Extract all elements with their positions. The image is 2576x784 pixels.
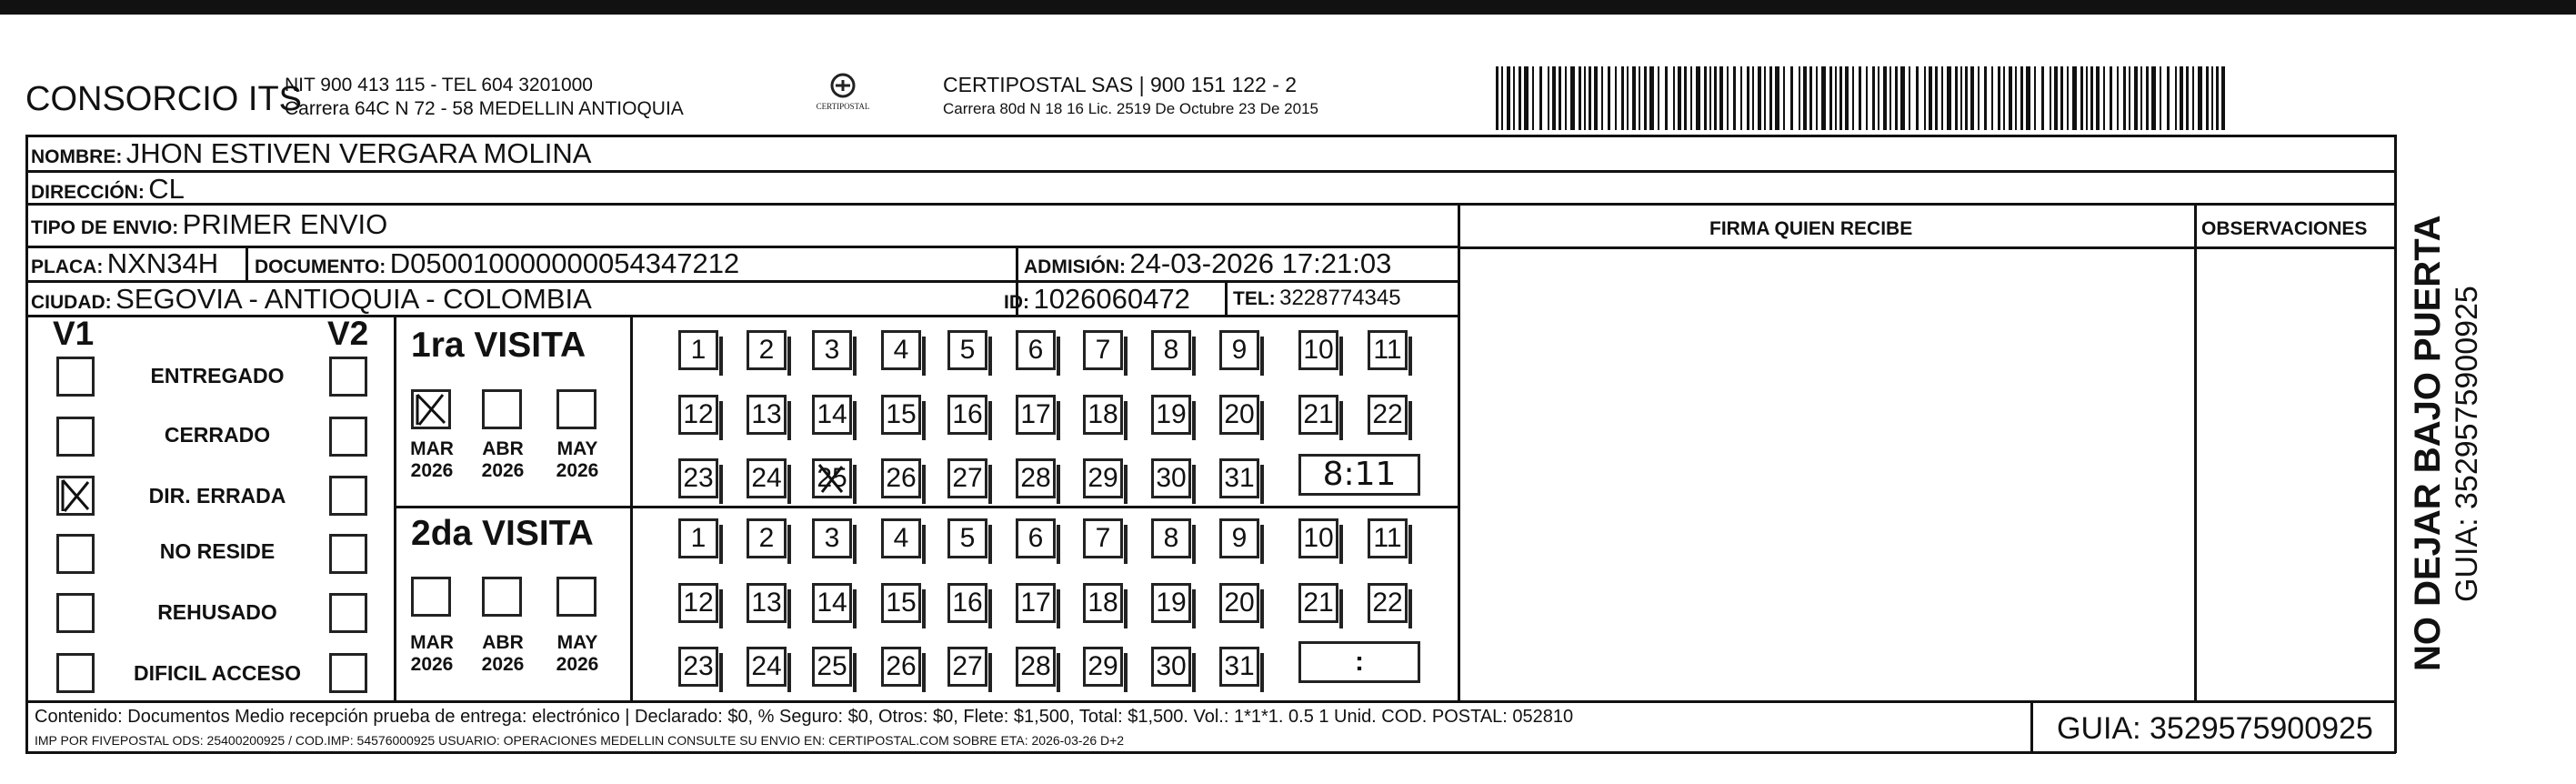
status-label-cerrado: CERRADO xyxy=(164,423,271,447)
second-visit-day-29[interactable]: 29 xyxy=(1083,647,1123,687)
first-visit-day-30[interactable]: 30 xyxy=(1151,458,1191,498)
barcode-bar xyxy=(2041,66,2044,130)
v1-checkbox-dir-errada[interactable] xyxy=(56,476,95,516)
footer-contenido: Contenido: Documentos Medio recepción prueba de entrega: electrónico | Declarado: $0, % Seguro: $0, Otros: $0, Flete: $1,500, Total: $1,500. Vol.: 1*1*1. 0.5 1 Unid. COD. POSTAL: 052810 xyxy=(35,707,1574,727)
certipostal-logo xyxy=(811,73,875,118)
second-visit-day-28[interactable]: 28 xyxy=(1016,647,1056,687)
status-label-no-reside: NO RESIDE xyxy=(159,539,276,563)
second-visit-day-26[interactable]: 26 xyxy=(881,647,921,687)
first-visit-day-28[interactable]: 28 xyxy=(1016,458,1056,498)
second-visit-day-24[interactable]: 24 xyxy=(747,647,787,687)
first-visit-day-1[interactable]: 1 xyxy=(678,330,718,370)
barcode-bar xyxy=(1900,66,1905,130)
barcode-bar xyxy=(1709,66,1711,130)
barcode-bar xyxy=(2167,66,2170,130)
barcode-bar xyxy=(1783,66,1785,130)
barcode-bar xyxy=(1714,66,1717,130)
side-warning: NO DEJAR BAJO PUERTA xyxy=(2408,215,2448,671)
first-visit-day-5[interactable]: 5 xyxy=(947,330,987,370)
ciudad-cell xyxy=(31,283,592,316)
second-visit-day-1[interactable]: 1 xyxy=(678,518,718,558)
first-visit-day-4[interactable]: 4 xyxy=(881,330,921,370)
second-month-label-mar xyxy=(404,632,460,676)
barcode-bar xyxy=(1513,66,1515,130)
status-label-dir-errada: DIR. ERRADA xyxy=(148,484,286,508)
barcode-bar xyxy=(1803,66,1807,130)
placa-cell xyxy=(31,247,218,280)
first-visit-day-23[interactable]: 23 xyxy=(678,458,718,498)
barcode-bar xyxy=(1539,66,1542,130)
first-visit-day-26[interactable]: 26 xyxy=(881,458,921,498)
barcode-bar xyxy=(1978,66,1980,130)
barcode-bar xyxy=(2186,66,2189,130)
first-visit-day-27[interactable]: 27 xyxy=(947,458,987,498)
barcode-bar xyxy=(1998,66,2000,130)
status-label-entregado: ENTREGADO xyxy=(150,364,285,387)
barcode-bar xyxy=(1809,66,1812,130)
barcode-bar xyxy=(2072,66,2077,130)
barcode-bar xyxy=(2034,66,2036,130)
row-line xyxy=(25,170,2396,173)
barcode-bar xyxy=(1621,66,1624,130)
second-visit-day-22[interactable]: 22 xyxy=(1368,583,1408,623)
id-cell xyxy=(1004,283,1190,316)
tel-cell xyxy=(1233,286,1401,311)
frame-left xyxy=(25,135,28,753)
barcode-bar xyxy=(1594,66,1598,130)
row-line xyxy=(1458,246,2396,249)
barcode-bar xyxy=(2175,66,2177,130)
tipo-label: TIPO DE ENVIO: xyxy=(31,217,179,238)
first-visit-day-2[interactable]: 2 xyxy=(747,330,787,370)
barcode-bar xyxy=(1991,66,1993,130)
barcode-bar xyxy=(1579,66,1581,130)
barcode-bar xyxy=(1845,66,1849,130)
barcode-bar xyxy=(1859,66,1861,130)
placa-label: PLACA: xyxy=(31,256,104,277)
first-visit-day-11[interactable]: 11 xyxy=(1368,330,1408,370)
barcode-bar xyxy=(1764,66,1766,130)
direccion-value: CL xyxy=(148,173,185,205)
col-line xyxy=(1225,280,1228,315)
barcode-bar xyxy=(1752,66,1754,130)
footer-guia: GUIA: 3529575900925 xyxy=(2057,711,2373,746)
barcode-bar xyxy=(1816,66,1818,130)
barcode-bar xyxy=(2026,66,2030,130)
barcode-bar xyxy=(1684,66,1687,130)
second-visit-day-15[interactable]: 15 xyxy=(881,583,921,623)
side-guia: GUIA: 3529575900925 xyxy=(2450,286,2484,602)
barcode-bar xyxy=(1941,66,1943,130)
barcode-bar xyxy=(1727,66,1729,130)
ciudad-value: SEGOVIA - ANTIOQUIA - COLOMBIA xyxy=(115,283,592,315)
barcode-bar xyxy=(1552,66,1556,130)
top-border xyxy=(0,0,2576,15)
barcode-bar xyxy=(2140,66,2142,130)
barcode-bar xyxy=(1935,66,1938,130)
col-line xyxy=(246,246,248,280)
barcode-bar xyxy=(1916,66,1919,130)
documento-value: D050010000000054347212 xyxy=(389,247,740,279)
barcode-bar xyxy=(2103,66,2105,130)
first-visit-day-29[interactable]: 29 xyxy=(1083,458,1123,498)
barcode-bar xyxy=(1965,66,1968,130)
barcode-bar xyxy=(1947,66,1951,130)
first-visit-day-3[interactable]: 3 xyxy=(812,330,852,370)
status-label-rehusado: REHUSADO xyxy=(157,600,277,624)
first-visit-time-box[interactable]: 8:11 xyxy=(1298,454,1420,496)
barcode-bar xyxy=(1758,66,1761,130)
barcode-bar xyxy=(1924,66,1926,130)
second-visit-day-2[interactable]: 2 xyxy=(747,518,787,558)
documento-cell xyxy=(255,247,739,280)
first-visit-day-15[interactable]: 15 xyxy=(881,395,921,435)
v2-header: V2 xyxy=(327,315,369,352)
first-visit-day-17[interactable]: 17 xyxy=(1016,395,1056,435)
barcode-bar xyxy=(2123,66,2126,130)
first-visit-day-22[interactable]: 22 xyxy=(1368,395,1408,435)
barcode-bar xyxy=(1608,66,1610,130)
first-month-label-may xyxy=(549,438,606,482)
month-name: MAY xyxy=(556,632,598,653)
v1-checkbox-rehusado[interactable] xyxy=(56,593,95,633)
tipo-row xyxy=(31,208,387,241)
barcode-bar xyxy=(1883,66,1887,130)
barcode-bar xyxy=(1501,66,1503,130)
second-visit-day-5[interactable]: 5 xyxy=(947,518,987,558)
month-year: 2026 xyxy=(481,654,525,675)
second-visit-day-16[interactable]: 16 xyxy=(947,583,987,623)
barcode-bar xyxy=(1740,66,1742,130)
barcode-bar xyxy=(1799,66,1800,130)
first-month-label-abr xyxy=(475,438,531,482)
documento-label: DOCUMENTO: xyxy=(255,256,386,277)
barcode-bar xyxy=(1673,66,1675,130)
v1-header: V1 xyxy=(53,315,95,352)
barcode-bar xyxy=(1548,66,1549,130)
barcode-bar xyxy=(1627,66,1629,130)
barcode-bar xyxy=(1507,66,1510,130)
placa-value: NXN34H xyxy=(106,247,219,279)
second-visit-day-10[interactable]: 10 xyxy=(1298,518,1338,558)
barcode-bar xyxy=(1775,66,1779,130)
barcode-bar xyxy=(2054,66,2058,130)
nombre-value: JHON ESTIVEN VERGARA MOLINA xyxy=(125,137,592,169)
month-year: 2026 xyxy=(410,654,454,675)
second-visit-time-box[interactable]: : xyxy=(1298,641,1420,683)
firma-label: FIRMA QUIEN RECIBE xyxy=(1709,218,1913,239)
tel-label: TEL: xyxy=(1233,288,1276,309)
second-visit-day-3[interactable]: 3 xyxy=(812,518,852,558)
barcode-bar xyxy=(1769,66,1772,130)
v2-checkbox-dificil-acceso[interactable] xyxy=(329,653,367,693)
barcode-bar xyxy=(1570,66,1575,130)
second-visit-title: 2da VISITA xyxy=(411,514,594,553)
col-line xyxy=(1458,203,1460,701)
frame-right xyxy=(2394,135,2397,753)
barcode-bar xyxy=(1589,66,1591,130)
first-visit-day-31[interactable]: 31 xyxy=(1219,458,1259,498)
month-year: 2026 xyxy=(556,654,599,675)
barcode-bar xyxy=(1565,66,1567,130)
barcode-bar xyxy=(2160,66,2161,130)
barcode-bar xyxy=(2060,66,2063,130)
first-visit-day-10[interactable]: 10 xyxy=(1298,330,1338,370)
barcode-bar xyxy=(1559,66,1561,130)
month-name: MAR xyxy=(410,632,454,653)
month-name: ABR xyxy=(482,632,524,653)
month-name: MAY xyxy=(556,438,598,459)
barcode-bar xyxy=(1955,66,1958,130)
first-visit-day-8[interactable]: 8 xyxy=(1151,330,1191,370)
second-month-label-may xyxy=(549,632,606,676)
barcode-bar xyxy=(1632,66,1636,130)
check-mark-icon xyxy=(59,478,92,513)
barcode-bar xyxy=(1665,66,1668,130)
second-month-box-abr[interactable] xyxy=(482,577,522,617)
carrier-address: Carrera 80d N 18 16 Lic. 2519 De Octubre 23 De 2015 xyxy=(943,100,1318,117)
second-visit-day-31[interactable]: 31 xyxy=(1219,647,1259,687)
barcode-bar xyxy=(2134,66,2138,130)
barcode-bar xyxy=(1895,66,1898,130)
first-visit-title: 1ra VISITA xyxy=(411,326,586,365)
second-visit-day-9[interactable]: 9 xyxy=(1219,518,1259,558)
first-month-box-mar[interactable] xyxy=(411,389,451,429)
row-line xyxy=(25,700,2396,703)
admision-cell xyxy=(1024,247,1391,280)
month-year: 2026 xyxy=(556,460,599,481)
tel-value: 3228774345 xyxy=(1279,286,1401,310)
barcode-bar xyxy=(2117,66,2119,130)
nombre-row xyxy=(31,137,591,170)
status-label-dificil-acceso: DIFICIL ACCESO xyxy=(133,661,301,685)
observaciones-label: OBSERVACIONES xyxy=(2201,218,2368,239)
v2-checkbox-dir-errada[interactable] xyxy=(329,476,367,516)
barcode-bar xyxy=(2015,66,2017,130)
barcode-bar xyxy=(1719,66,1723,130)
barcode-bar xyxy=(1519,66,1521,130)
barcode xyxy=(1496,66,2223,130)
first-visit-day-19[interactable]: 19 xyxy=(1151,395,1191,435)
barcode-bar xyxy=(2211,66,2213,130)
company-name: CONSORCIO ITS xyxy=(25,80,303,118)
second-visit-day-11[interactable]: 11 xyxy=(1368,518,1408,558)
id-value: 1026060472 xyxy=(1033,283,1190,315)
barcode-bar xyxy=(2009,66,2012,130)
v1-checkbox-cerrado[interactable] xyxy=(56,417,95,457)
barcode-bar xyxy=(2096,66,2100,130)
barcode-bar xyxy=(1496,66,1498,130)
v2-checkbox-rehusado[interactable] xyxy=(329,593,367,633)
v1-checkbox-dificil-acceso[interactable] xyxy=(56,653,95,693)
barcode-bar xyxy=(1878,66,1879,130)
first-visit-day-24[interactable]: 24 xyxy=(747,458,787,498)
col-line xyxy=(2030,700,2033,753)
second-visit-day-4[interactable]: 4 xyxy=(881,518,921,558)
barcode-bar xyxy=(1970,66,1974,130)
v1-checkbox-no-reside[interactable] xyxy=(56,534,95,574)
barcode-bar xyxy=(1696,66,1700,130)
second-visit-day-25[interactable]: 25 xyxy=(812,647,852,687)
footer-imp: IMP POR FIVEPOSTAL ODS: 25400200925 / COD.IMP: 54576000925 USUARIO: OPERACIONES MEDELLIN CONSULTE SU ENVIO EN: CERTIPOSTAL.COM SOBRE ETA: 2026-03-26 D+2 xyxy=(35,733,1125,748)
carrier-name: CERTIPOSTAL SAS | 900 151 122 - 2 xyxy=(943,73,1298,96)
barcode-bar xyxy=(1639,66,1640,130)
company-nit: NIT 900 413 115 - TEL 604 3201000 xyxy=(285,75,593,95)
second-visit-day-30[interactable]: 30 xyxy=(1151,647,1191,687)
barcode-bar xyxy=(2090,66,2093,130)
v2-checkbox-no-reside[interactable] xyxy=(329,534,367,574)
first-visit-day-25[interactable]: 25 xyxy=(812,458,852,498)
second-visit-day-17[interactable]: 17 xyxy=(1016,583,1056,623)
barcode-bar xyxy=(2086,66,2088,130)
barcode-bar xyxy=(2003,66,2005,130)
barcode-bar xyxy=(1909,66,1910,130)
second-month-label-abr xyxy=(475,632,531,676)
barcode-bar xyxy=(1584,66,1586,130)
first-visit-day-12[interactable]: 12 xyxy=(678,395,718,435)
second-visit-day-20[interactable]: 20 xyxy=(1219,583,1259,623)
barcode-bar xyxy=(1532,66,1534,130)
barcode-bar xyxy=(1747,66,1749,130)
first-visit-day-9[interactable]: 9 xyxy=(1219,330,1259,370)
second-visit-day-18[interactable]: 18 xyxy=(1083,583,1123,623)
barcode-bar xyxy=(1889,66,1891,130)
v2-checkbox-entregado[interactable] xyxy=(329,357,367,397)
barcode-bar xyxy=(1839,66,1842,130)
second-visit-day-27[interactable]: 27 xyxy=(947,647,987,687)
barcode-bar xyxy=(1984,66,1987,130)
barcode-bar xyxy=(2129,66,2130,130)
barcode-bar xyxy=(1821,66,1826,130)
first-visit-day-18[interactable]: 18 xyxy=(1083,395,1123,435)
v2-checkbox-cerrado[interactable] xyxy=(329,417,367,457)
barcode-bar xyxy=(1829,66,1832,130)
second-visit-day-14[interactable]: 14 xyxy=(812,583,852,623)
first-month-label-mar xyxy=(404,438,460,482)
barcode-bar xyxy=(1649,66,1654,130)
barcode-bar xyxy=(1852,66,1854,130)
month-year: 2026 xyxy=(410,460,454,481)
v1-checkbox-entregado[interactable] xyxy=(56,357,95,397)
second-visit-day-23[interactable]: 23 xyxy=(678,647,718,687)
logo-text: CERTIPOSTAL xyxy=(816,102,870,111)
first-visit-day-21[interactable]: 21 xyxy=(1298,395,1338,435)
barcode-bar xyxy=(1835,66,1837,130)
second-month-box-mar[interactable] xyxy=(411,577,451,617)
month-name: ABR xyxy=(482,438,524,459)
month-year: 2026 xyxy=(481,460,525,481)
second-visit-day-8[interactable]: 8 xyxy=(1151,518,1191,558)
barcode-bar xyxy=(1690,66,1692,130)
barcode-bar xyxy=(2020,66,2023,130)
company-address: Carrera 64C N 72 - 58 MEDELLIN ANTIOQUIA xyxy=(285,98,684,119)
id-label: ID: xyxy=(1004,292,1029,313)
first-visit-day-20[interactable]: 20 xyxy=(1219,395,1259,435)
barcode-bar xyxy=(1678,66,1681,130)
barcode-bar xyxy=(2110,66,2112,130)
first-visit-day-13[interactable]: 13 xyxy=(747,395,787,435)
barcode-bar xyxy=(2198,66,2202,130)
barcode-bar xyxy=(1929,66,1932,130)
barcode-bar xyxy=(2080,66,2083,130)
barcode-bar xyxy=(2146,66,2149,130)
check-mark-icon xyxy=(414,392,448,427)
barcode-bar xyxy=(2180,66,2183,130)
barcode-bar xyxy=(1872,66,1875,130)
row-line xyxy=(25,203,2396,206)
col-line xyxy=(2194,203,2197,701)
admision-label: ADMISIÓN: xyxy=(1024,256,1126,277)
barcode-bar xyxy=(2206,66,2209,130)
admision-value: 24-03-2026 17:21:03 xyxy=(1129,247,1392,279)
nombre-label: NOMBRE: xyxy=(31,146,123,167)
frame-bottom xyxy=(25,751,2396,754)
direccion-row xyxy=(31,173,185,206)
barcode-bar xyxy=(1658,66,1659,130)
barcode-bar xyxy=(1524,66,1529,130)
barcode-bar xyxy=(2216,66,2219,130)
first-visit-day-14[interactable]: 14 xyxy=(812,395,852,435)
second-visit-day-7[interactable]: 7 xyxy=(1083,518,1123,558)
barcode-bar xyxy=(2221,66,2225,130)
barcode-bar xyxy=(1601,66,1603,130)
barcode-bar xyxy=(2050,66,2051,130)
second-month-box-may[interactable] xyxy=(556,577,596,617)
barcode-bar xyxy=(1615,66,1617,130)
first-visit-day-7[interactable]: 7 xyxy=(1083,330,1123,370)
row-line xyxy=(394,506,1459,508)
first-visit-day-16[interactable]: 16 xyxy=(947,395,987,435)
barcode-bar xyxy=(1960,66,1962,130)
first-month-box-abr[interactable] xyxy=(482,389,522,429)
tipo-value: PRIMER ENVIO xyxy=(182,208,388,240)
second-visit-day-21[interactable]: 21 xyxy=(1298,583,1338,623)
ciudad-label: CIUDAD: xyxy=(31,292,112,313)
second-visit-day-12[interactable]: 12 xyxy=(678,583,718,623)
second-visit-day-13[interactable]: 13 xyxy=(747,583,787,623)
second-visit-day-6[interactable]: 6 xyxy=(1016,518,1056,558)
barcode-bar xyxy=(2067,66,2069,130)
first-visit-day-6[interactable]: 6 xyxy=(1016,330,1056,370)
barcode-bar xyxy=(1644,66,1647,130)
direccion-label: DIRECCIÓN: xyxy=(31,182,145,203)
month-name: MAR xyxy=(410,438,454,459)
first-month-box-may[interactable] xyxy=(556,389,596,429)
barcode-bar xyxy=(1790,66,1793,130)
second-visit-day-19[interactable]: 19 xyxy=(1151,583,1191,623)
barcode-bar xyxy=(1704,66,1707,130)
barcode-bar xyxy=(2151,66,2156,130)
barcode-bar xyxy=(1866,66,1868,130)
barcode-bar xyxy=(1733,66,1736,130)
barcode-bar xyxy=(2192,66,2194,130)
